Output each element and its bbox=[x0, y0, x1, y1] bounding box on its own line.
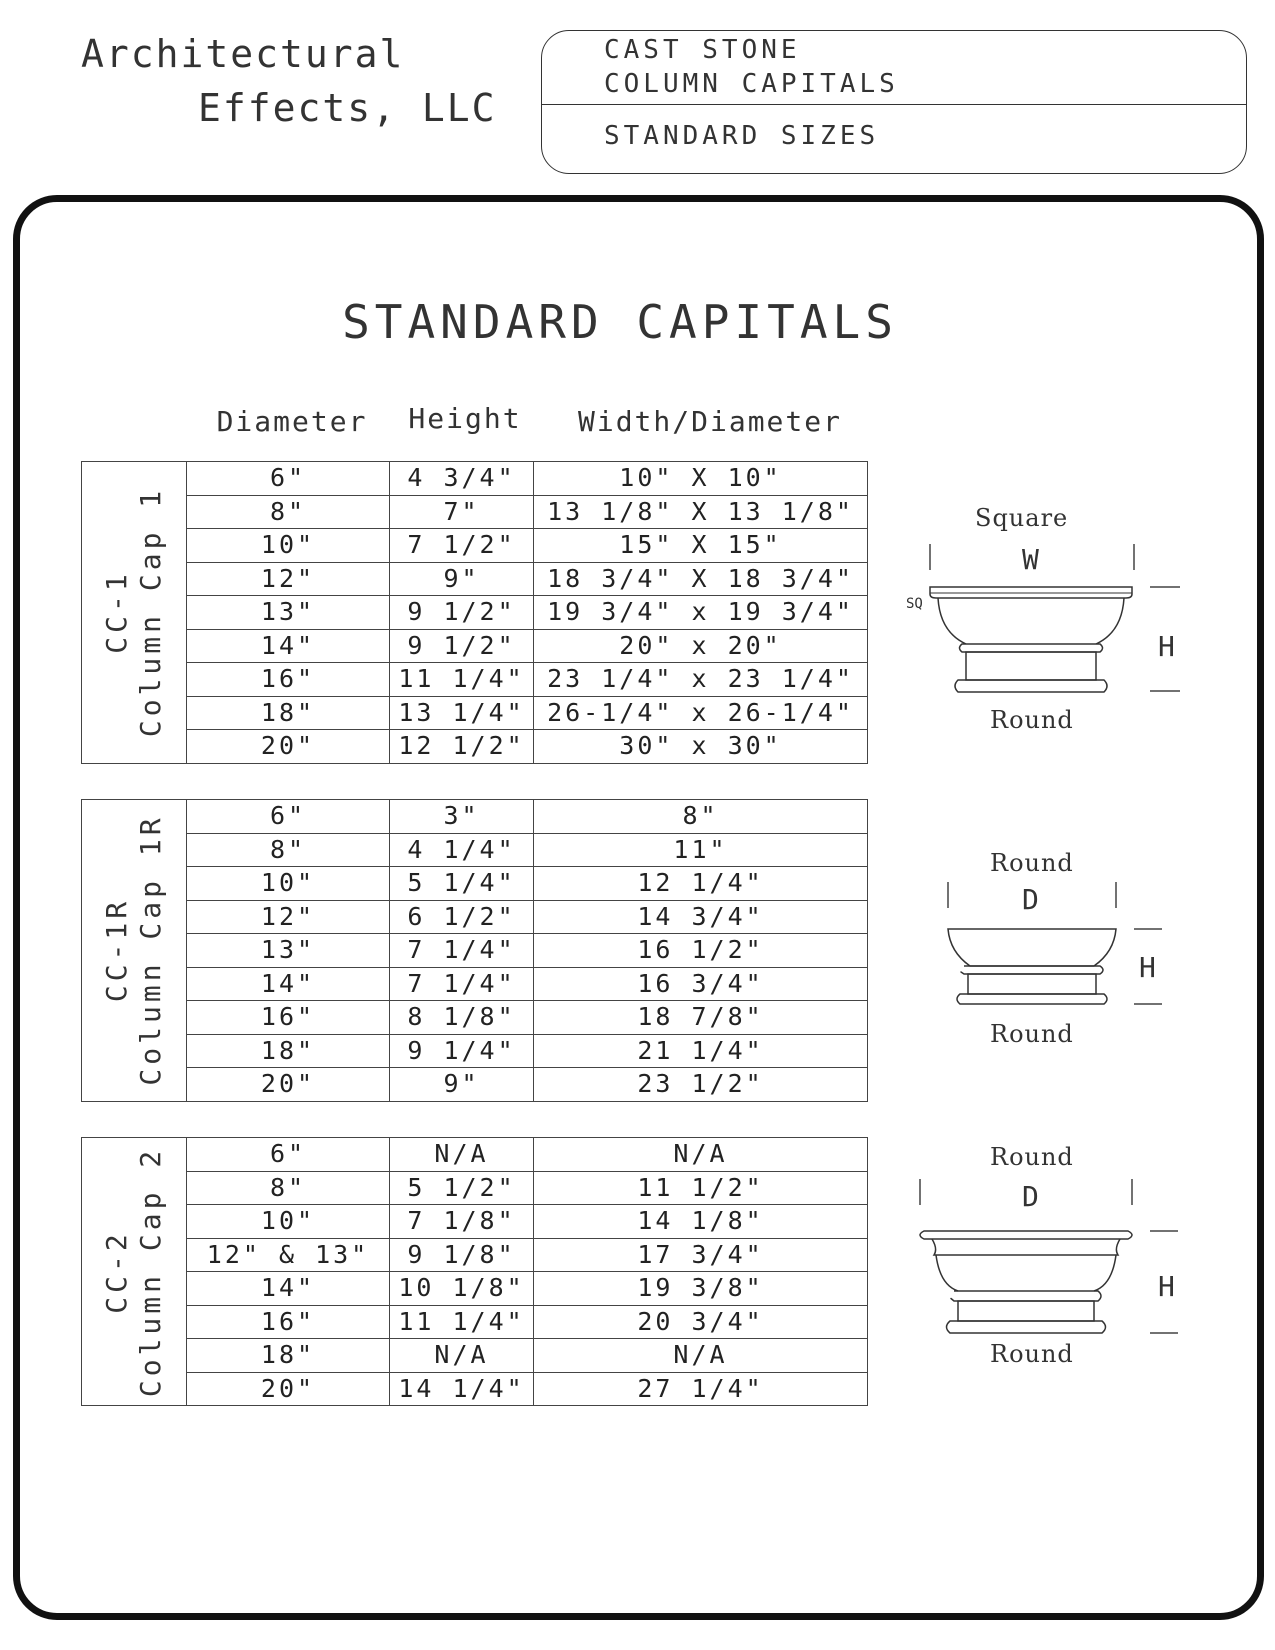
diameter-cell: 18" bbox=[187, 696, 390, 730]
cc1r-name: Column Cap 1R bbox=[134, 814, 167, 1086]
height-cell: 9 1/2" bbox=[390, 596, 534, 630]
diameter-cell: 16" bbox=[187, 663, 390, 697]
table-row bbox=[82, 1272, 868, 1306]
table-cc1r bbox=[81, 799, 868, 1102]
diameter-cell: 14" bbox=[187, 1272, 390, 1306]
height-cell: 4 3/4" bbox=[390, 462, 534, 496]
table-row bbox=[82, 800, 868, 834]
diameter-cell: 16" bbox=[187, 1001, 390, 1035]
width-cell: 30" x 30" bbox=[534, 730, 868, 764]
table-row bbox=[82, 629, 868, 663]
width-cell: N/A bbox=[534, 1339, 868, 1373]
diameter-cell: 14" bbox=[187, 629, 390, 663]
table-row bbox=[82, 1339, 868, 1373]
cc1r-height-letter: H bbox=[1139, 951, 1156, 984]
cc2-code: CC-2 bbox=[100, 1229, 133, 1314]
width-cell: 16 3/4" bbox=[534, 967, 868, 1001]
height-cell: 9" bbox=[390, 562, 534, 596]
width-cell: 19 3/4" x 19 3/4" bbox=[534, 596, 868, 630]
diameter-cell: 6" bbox=[187, 1138, 390, 1172]
table-row bbox=[82, 663, 868, 697]
width-cell: 15" X 15" bbox=[534, 529, 868, 563]
height-cell: 7 1/4" bbox=[390, 967, 534, 1001]
diameter-cell: 10" bbox=[187, 1205, 390, 1239]
width-cell: 27 1/4" bbox=[534, 1372, 868, 1406]
table-row bbox=[82, 833, 868, 867]
height-cell: 7" bbox=[390, 495, 534, 529]
table-row bbox=[82, 1068, 868, 1102]
cc2-capital-drawing bbox=[910, 1175, 1190, 1345]
table-row bbox=[82, 462, 868, 496]
diameter-cell: 12" bbox=[187, 562, 390, 596]
diameter-cell: 12" & 13" bbox=[187, 1238, 390, 1272]
width-cell: 18 7/8" bbox=[534, 1001, 868, 1035]
diameter-cell: 10" bbox=[187, 529, 390, 563]
width-cell: 21 1/4" bbox=[534, 1034, 868, 1068]
width-cell: 14 1/8" bbox=[534, 1205, 868, 1239]
diameter-cell: 16" bbox=[187, 1305, 390, 1339]
title-block-divider bbox=[542, 104, 1246, 105]
cc1-width-letter: W bbox=[1022, 543, 1039, 576]
width-cell: 17 3/4" bbox=[534, 1238, 868, 1272]
height-cell: 4 1/4" bbox=[390, 833, 534, 867]
header-diameter: Diameter bbox=[216, 405, 368, 438]
height-cell: 11 1/4" bbox=[390, 1305, 534, 1339]
diameter-cell: 20" bbox=[187, 730, 390, 764]
table-row bbox=[82, 934, 868, 968]
width-cell: 11" bbox=[534, 833, 868, 867]
table-row bbox=[82, 529, 868, 563]
cc1-group-label bbox=[82, 462, 187, 764]
page-title: STANDARD CAPITALS bbox=[342, 295, 898, 349]
table-cc1 bbox=[81, 461, 868, 764]
diameter-cell: 20" bbox=[187, 1068, 390, 1102]
height-cell: N/A bbox=[390, 1339, 534, 1373]
diameter-cell: 8" bbox=[187, 833, 390, 867]
cc1-vertical-label bbox=[100, 487, 168, 737]
width-cell: 10" X 10" bbox=[534, 462, 868, 496]
table-row bbox=[82, 1238, 868, 1272]
cc1r-code: CC-1R bbox=[100, 898, 133, 1003]
table-cc2 bbox=[81, 1137, 868, 1406]
height-cell: 7 1/8" bbox=[390, 1205, 534, 1239]
table-row bbox=[82, 696, 868, 730]
header-width-diameter: Width/Diameter bbox=[577, 405, 842, 438]
width-cell: 14 3/4" bbox=[534, 900, 868, 934]
cc1r-width-letter: D bbox=[1022, 883, 1039, 916]
company-name-line2: Effects, LLC bbox=[198, 86, 497, 130]
cc2-drawing-top-label: Round bbox=[990, 1143, 1074, 1171]
diameter-cell: 6" bbox=[187, 800, 390, 834]
cc1-sq-label: SQ bbox=[906, 596, 923, 612]
table-row bbox=[82, 900, 868, 934]
height-cell: 13 1/4" bbox=[390, 696, 534, 730]
width-cell: 23 1/2" bbox=[534, 1068, 868, 1102]
width-cell: 20" x 20" bbox=[534, 629, 868, 663]
width-cell: 23 1/4" x 23 1/4" bbox=[534, 663, 868, 697]
table-row bbox=[82, 1138, 868, 1172]
cc2-vertical-label bbox=[100, 1146, 168, 1396]
height-cell: 9 1/4" bbox=[390, 1034, 534, 1068]
diameter-cell: 20" bbox=[187, 1372, 390, 1406]
height-cell: 8 1/8" bbox=[390, 1001, 534, 1035]
table-row bbox=[82, 1205, 868, 1239]
width-cell: 26-1/4" x 26-1/4" bbox=[534, 696, 868, 730]
diameter-cell: 14" bbox=[187, 967, 390, 1001]
height-cell: 3" bbox=[390, 800, 534, 834]
cc1r-drawing-top-label: Round bbox=[990, 849, 1074, 877]
table-row bbox=[82, 730, 868, 764]
cc1r-capital-drawing bbox=[930, 880, 1170, 1020]
width-cell: 18 3/4" X 18 3/4" bbox=[534, 562, 868, 596]
title-block bbox=[541, 30, 1247, 174]
height-cell: 9" bbox=[390, 1068, 534, 1102]
width-cell: 16 1/2" bbox=[534, 934, 868, 968]
diameter-cell: 12" bbox=[187, 900, 390, 934]
cc2-height-letter: H bbox=[1158, 1270, 1175, 1303]
diameter-cell: 8" bbox=[187, 1171, 390, 1205]
table-row bbox=[82, 1171, 868, 1205]
cc1r-group-label bbox=[82, 800, 187, 1102]
height-cell: 10 1/8" bbox=[390, 1272, 534, 1306]
cc1r-vertical-label bbox=[100, 815, 168, 1086]
table-row bbox=[82, 562, 868, 596]
height-cell: 11 1/4" bbox=[390, 663, 534, 697]
height-cell: 5 1/2" bbox=[390, 1171, 534, 1205]
diameter-cell: 18" bbox=[187, 1339, 390, 1373]
table-row bbox=[82, 967, 868, 1001]
cc2-group-label bbox=[82, 1138, 187, 1406]
diameter-cell: 13" bbox=[187, 596, 390, 630]
cc2-width-letter: D bbox=[1022, 1180, 1039, 1213]
height-cell: 6 1/2" bbox=[390, 900, 534, 934]
width-cell: N/A bbox=[534, 1138, 868, 1172]
height-cell: 12 1/2" bbox=[390, 730, 534, 764]
cc1-capital-drawing bbox=[900, 540, 1190, 710]
diameter-cell: 6" bbox=[187, 462, 390, 496]
height-cell: 9 1/2" bbox=[390, 629, 534, 663]
table-row bbox=[82, 1372, 868, 1406]
cc2-drawing-bottom-label: Round bbox=[990, 1340, 1074, 1368]
cc1r-drawing-bottom-label: Round bbox=[990, 1020, 1074, 1048]
header-height: Height bbox=[408, 402, 522, 435]
diameter-cell: 13" bbox=[187, 934, 390, 968]
diameter-cell: 18" bbox=[187, 1034, 390, 1068]
height-cell: 5 1/4" bbox=[390, 867, 534, 901]
height-cell: 7 1/4" bbox=[390, 934, 534, 968]
cc1-name: Column Cap 1 bbox=[134, 487, 167, 738]
height-cell: 14 1/4" bbox=[390, 1372, 534, 1406]
company-name-line1: Architectural bbox=[81, 32, 405, 76]
table-row bbox=[82, 867, 868, 901]
table-row bbox=[82, 596, 868, 630]
width-cell: 11 1/2" bbox=[534, 1171, 868, 1205]
width-cell: 8" bbox=[534, 800, 868, 834]
diameter-cell: 8" bbox=[187, 495, 390, 529]
width-cell: 20 3/4" bbox=[534, 1305, 868, 1339]
cc2-name: Column Cap 2 bbox=[134, 1146, 167, 1397]
cc1-height-letter: H bbox=[1158, 630, 1175, 663]
title-block-line2: COLUMN CAPITALS bbox=[604, 69, 899, 99]
table-row bbox=[82, 1034, 868, 1068]
width-cell: 12 1/4" bbox=[534, 867, 868, 901]
table-row bbox=[82, 1001, 868, 1035]
table-row bbox=[82, 495, 868, 529]
title-block-line1: CAST STONE bbox=[604, 35, 801, 65]
title-block-line3: STANDARD SIZES bbox=[604, 121, 880, 151]
height-cell: N/A bbox=[390, 1138, 534, 1172]
cc1-drawing-bottom-label: Round bbox=[990, 706, 1074, 734]
cc1-drawing-top-label: Square bbox=[975, 504, 1069, 532]
height-cell: 9 1/8" bbox=[390, 1238, 534, 1272]
cc1-code: CC-1 bbox=[100, 570, 133, 654]
diameter-cell: 10" bbox=[187, 867, 390, 901]
width-cell: 19 3/8" bbox=[534, 1272, 868, 1306]
width-cell: 13 1/8" X 13 1/8" bbox=[534, 495, 868, 529]
table-row bbox=[82, 1305, 868, 1339]
height-cell: 7 1/2" bbox=[390, 529, 534, 563]
